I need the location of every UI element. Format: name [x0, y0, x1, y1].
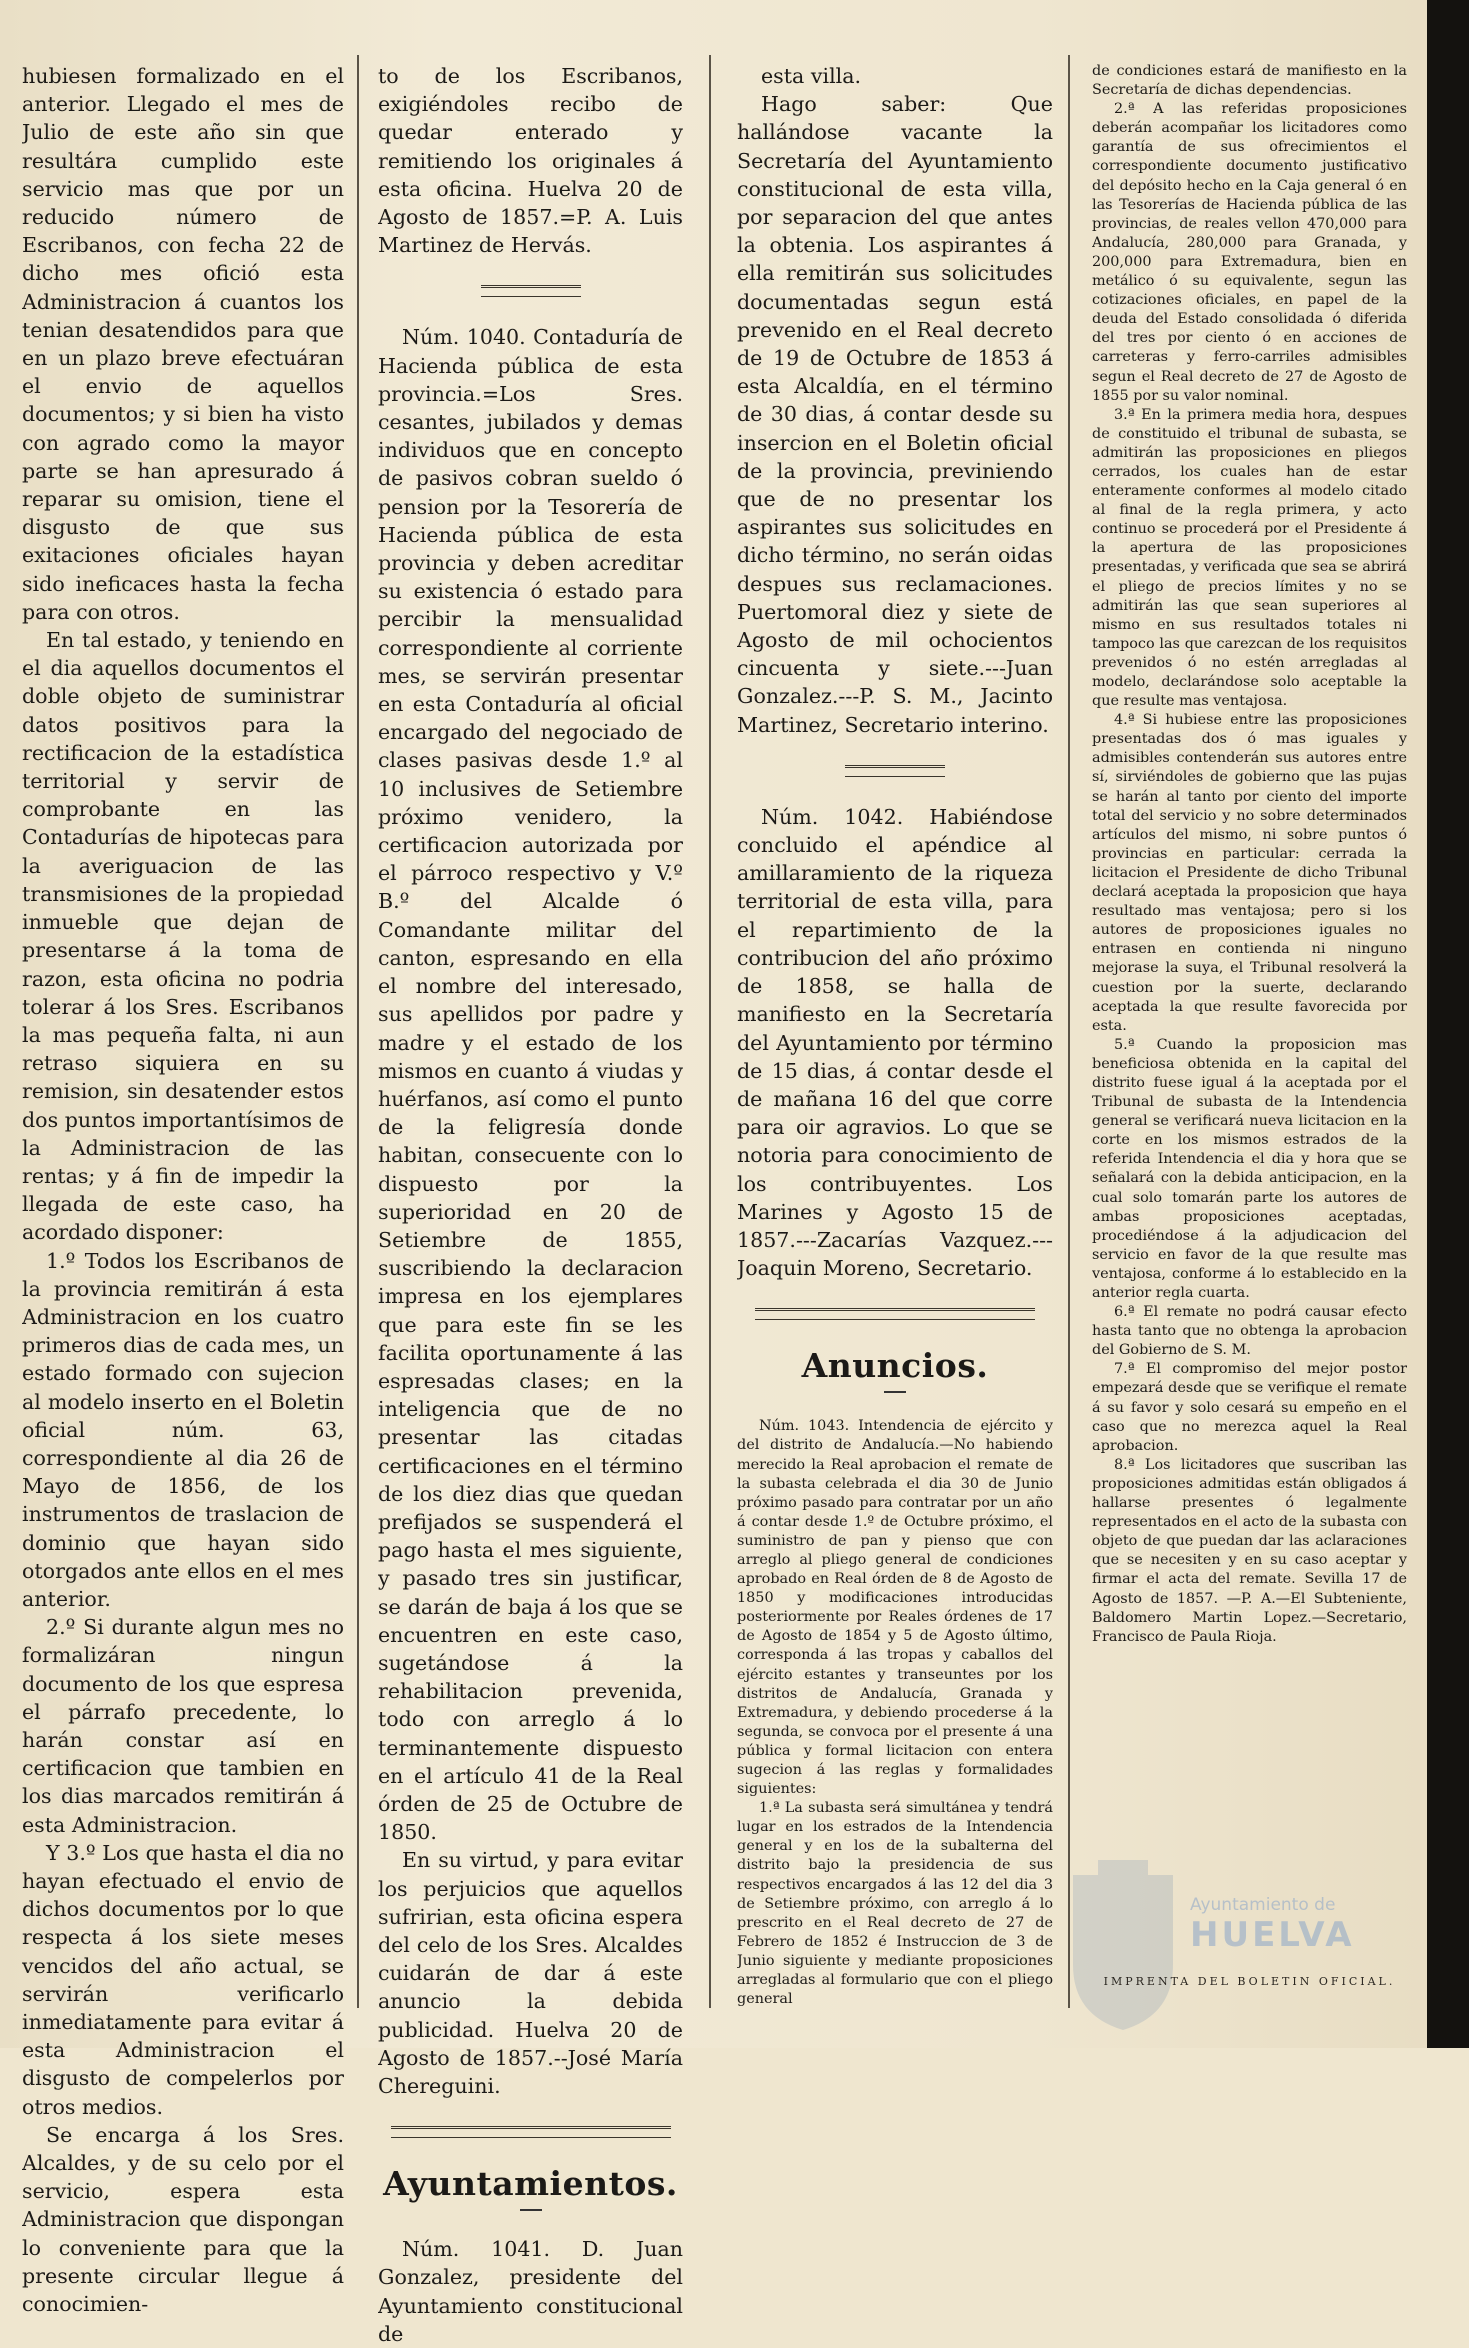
column-rule — [1068, 55, 1070, 2008]
paragraph: 2.ª A las referidas proposiciones deberán acompañar los licitadores como garantía de sus ofrecimientos el correspondiente documento justificativo del depósito hecho en la Caja general ó en las Tesorerías de Hacienda pública de las provincias, de reales vellon 470,000 para Andalucía, 280,000 para Granada, y 200,000 para Extremadura, bien en metálico ó su equivalente, segun las cotizaciones oficiales, en papel de la deuda del Estado consolidada ó diferida del tres por ciento ó en acciones de carreteras y ferro-carriles admisibles segun el Real decreto de 27 de Agosto de 1855 por su valor nominal. — [1092, 101, 1407, 404]
notice-1043: Núm. 1043. Intendencia de ejército y del distrito de Andalucía.—No habiendo merecido la Real aprobacion el remate de la subasta celebrada el dia 30 de Junio próximo pasado para contratar por un año á contar desde 1.º de Octubre próximo, el suministro de pan y pienso que con arreglo al pliego general de condiciones aprobado en Real órden de 8 de Agosto de 1850 y modificaciones introducidas posteriormente por Reales órdenes de 17 de Agosto de 1854 y 5 de Agosto último, corresponda á las tropas y caballos del ejército estantes y transeuntes por los distritos de Andalucía, Granada y Extremadura, y debiendo procederse á la segunda, se convoca por el presente á una pública y formal licitacion con entera sugecion á las reglas y formalidades siguientes: — [737, 1418, 1053, 1798]
paragraph: 7.ª El compromiso del mejor postor empezará desde que se verifique el remate á su favor y solo cesará su empeño en el caso que no merezca aquel la Real aprobacion. — [1092, 1361, 1407, 1454]
paragraph: Se encarga á los Sres. Alcaldes, y de su celo por el servicio, espera esta Administracion que dispongan lo conveniente para que la presente circular llegue á conocimien- — [22, 2122, 344, 2317]
paragraph: 2.º Si durante algun mes no formalizáran ningun documento de los que espresa el párrafo precedente, lo harán constar así en certificacion que tambien en los dias marcados remitirán á esta Administracion. — [22, 1615, 344, 1837]
paragraph: 5.ª Cuando la proposicion mas beneficiosa obtenida en la capital del distrito fuese igual á la aceptada por el Tribunal de subasta de la Intendencia general se verificará nueva licitacion en la corte en los mismos estrados de la referida Intendencia el dia y hora que se señalará con la debida anticipacion, en la cual solo tomarán parte los autores de ambas proposiciones aceptadas, procediéndose á la adjudicacion del servicio en favor de la que resulte mas ventajosa, conforme á lo establecido en la anterior regla cuarta. — [1092, 1036, 1407, 1301]
page-edge-shadow — [1427, 0, 1469, 2048]
heading-dash — [884, 1391, 906, 1393]
column-3 — [737, 62, 1053, 2009]
column-2 — [378, 62, 683, 2348]
heading-dash — [520, 2209, 542, 2211]
section-heading-anuncios: Anuncios. — [801, 1346, 989, 1386]
paragraph: Hago saber: Que hallándose vacante la Secretaría del Ayuntamiento constitucional de esta villa, por separacion del que antes la obtenia. Los aspirantes á ella remitirán sus solicitudes documentadas segun está prevenido en el Real decreto de 19 de Octubre de 1853 á esta Alcaldía, en el término de 30 dias, á contar desde su insercion en el Boletin oficial de la provincia, previniendo que de no presentar los aspirantes sus solicitudes en dicho término, no serán oidas despues sus reclamaciones. Puertomoral diez y siete de Agosto de mil ochocientos cincuenta y siete.---Juan Gonzalez.---P. S. M., Jacinto Martinez, Secretario interino. — [737, 92, 1053, 737]
ornament-divider — [755, 1308, 1035, 1320]
paragraph: esta villa. — [761, 64, 862, 88]
notice-1041: Núm. 1041. D. Juan Gonzalez, presidente del Ayuntamiento constitucional de — [378, 2237, 683, 2346]
paragraph: En su virtud, y para evitar los perjuicios que aquellos sufririan, esta oficina espera del celo de los Sres. Alcaldes cuidarán de dar á este anuncio la debida publicidad. Huelva 20 de Agosto de 1857.--José María Chereguini. — [378, 1848, 683, 2099]
coat-of-arms-watermark-icon — [1063, 1855, 1183, 2035]
watermark — [1190, 1895, 1400, 1955]
ornament-divider — [481, 285, 581, 297]
paragraph: de condiciones estará de manifiesto en la Secretaría de dichas dependencias. — [1092, 63, 1407, 99]
column-rule — [357, 55, 359, 2008]
ornament-divider — [845, 765, 945, 777]
column-1 — [22, 62, 344, 2318]
notice-1042: Núm. 1042. Habiéndose concluido el apéndice al amillaramiento de la riqueza territorial de esta villa, para el repartimiento de la contribucion del año próximo de 1858, se halla de manifiesto en la Secretaría del Ayuntamiento por término de 15 dias, á contar desde el de mañana 16 del que corre para oir agravios. Lo que se notoria para conocimiento de los contribuyentes. Los Marines y Agosto 15 de 1857.---Zacarías Vazquez.---Joaquin Moreno, Secretario. — [737, 804, 1053, 1281]
paragraph: Y 3.º Los que hasta el dia no hayan efectuado el envio de dichos documentos por lo que respecta á los siete meses vencidos del año actual, se servirán verificarlo inmediatamente para evitar á esta Administracion el disgusto de compelerlos por otros medios. — [22, 1840, 344, 2119]
column-4 — [1092, 62, 1407, 1647]
watermark-line-2: HUELVA — [1190, 1915, 1355, 1955]
paragraph: En tal estado, y teniendo en el dia aquellos documentos el doble objeto de suministrar datos positivos para la rectificacion de la estadística territorial y servir de comprobante en las Contadurías de hipotecas para la averiguacion de las transmisiones de la propiedad inmueble que dejan de presentarse á la toma de razon, esta oficina no podria tolerar á los Sres. Escribanos la mas pequeña falta, ni aun retraso siquiera en su remision, sin desatender estos dos puntos importantísimos de la Administracion de las rentas; y á fin de impedir la llegada de este caso, ha acordado disponer: — [22, 628, 344, 1245]
paragraph: 4.ª Si hubiese entre las proposiciones presentadas dos ó mas iguales y admisibles contenderán sus autores entre sí, sirviéndoles de gobierno que las pujas se harán al tanto por ciento del importe total del servicio y no sobre determinados artículos del mismo, ni sobre puntos ó provincias en particular: cerrada la licitacion el Presidente de dicho Tribunal declará aceptada la proposicion que haya resultado mas ventajosa; pero si los autores de proposiciones iguales no entrasen en contienda ni ninguno mejorase la suya, el Tribunal resolverá la cuestion por la suerte, declarando aceptada la que resulte favorecida por esta. — [1092, 712, 1407, 1034]
paragraph: 8.ª Los licitadores que suscriban las proposiciones admitidas están obligados á hallarse presentes ó legalmente representados en el acto de la subasta con objeto de que puedan dar las aclaraciones que se necesiten y en su caso aceptar y firmar el acta del remate. Sevilla 17 de Agosto de 1857. —P. A.—El Subteniente, Baldomero Martin Lopez.—Secretario, Francisco de Paula Rioja. — [1092, 1456, 1407, 1645]
watermark-line-1: Ayuntamiento de — [1190, 1895, 1336, 1915]
column-rule — [709, 55, 711, 2008]
paragraph: to de los Escribanos, exigiéndoles recibo de quedar enterado y remitiendo los originales á esta oficina. Huelva 20 de Agosto de 1857.=P. A. Luis Martinez de Hervás. — [378, 64, 683, 258]
section-heading-ayuntamientos: Ayuntamientos. — [383, 2164, 678, 2204]
printer-imprint: IMPRENTA DEL BOLETIN OFICIAL. — [1103, 1975, 1396, 1988]
ornament-divider — [391, 2126, 671, 2138]
paragraph: hubiesen formalizado en el anterior. Llegado el mes de Julio de este año sin que resultára cumplido este servicio mas que por un reducido número de Escribanos, con fecha 22 de dicho mes ofició esta Administracion á cuantos los tenian desatendidos para que en un plazo breve efectuáran el envio de aquellos documentos; y si bien ha visto con agrado como la mayor parte se han apresurado á reparar su omision, tiene el disgusto de que sus exitaciones oficiales hayan sido ineficaces hasta la fecha para con otros. — [22, 64, 344, 624]
notice-1040: Núm. 1040. Contaduría de Hacienda pública de esta provincia.=Los Sres. cesantes, jubilados y demas individuos que en concepto de pasivos cobran sueldo ó pension por la Tesorería de Hacienda pública de esta provincia y deben acreditar su existencia ó estado para percibir la mensualidad correspondiente al corriente mes, se servirán presentar en esta Contaduría al oficial encargado del negociado de clases pasivas desde 1.º al 10 inclusives de Setiembre próximo venidero, la certificacion autorizada por el párroco respectivo y V.º B.º del Alcalde ó Comandante militar del canton, espresando en ella el nombre del interesado, sus apellidos por padre y madre y el estado de los mismos en cuanto á viudas y huérfanos, así como el punto de la feligresía donde habitan, consecuente con lo dispuesto por la superioridad en 20 de Setiembre de 1855, suscribiendo la declaracion impresa en los ejemplares que para este fin se les facilita oportunamente á las espresadas clases; en la inteligencia que de no presentar las citadas certificaciones en el término de los diez dias que quedan prefijados se suspenderá el pago hasta el mes siguiente, y pasado tres sin justificar, se darán de baja á los que se encuentren en este caso, sugetándose á la rehabilitacion prevenida, todo con arreglo á lo terminantemente dispuesto en el artículo 41 de la Real órden de 25 de Octubre de 1850. — [378, 325, 683, 1845]
paragraph: 6.ª El remate no podrá causar efecto hasta tanto que no obtenga la aprobacion del Gobierno de S. M. — [1092, 1304, 1407, 1359]
paragraph: 1.º Todos los Escribanos de la provincia remitirán á esta Administracion en los cuatro primeros dias de cada mes, un estado formado con sujecion al modelo inserto en el Boletin oficial núm. 63, correspondiente al dia 26 de Mayo de 1856, de los instrumentos de traslacion de dominio que hayan sido otorgados ante ellos en el mes anterior. — [22, 1248, 344, 1611]
paragraph: 1.ª La subasta será simultánea y tendrá lugar en los estrados de la Intendencia general y en los de la subalterna del distrito bajo la presidencia de sus respectivos encargados á las 12 del dia 3 de Setiembre próximo, con arreglo á lo prescrito en el Real decreto de 27 de Febrero de 1852 é Instruccion de 3 de Junio siguiente y mediante proposiciones arregladas al formulario que con el pliego general — [737, 1800, 1053, 2008]
paragraph: 3.ª En la primera media hora, despues de constituido el tribunal de subasta, se admitirán las proposiciones en pliegos cerrados, los cuales han de estar enteramente conformes al modelo citado al final de la regla primera, y acto continuo se procederá por el Presidente á la apertura de las proposiciones presentadas, y verificada que sea se abrirá el pliego de precios límites y no se admitirán las que sean superiores al mismo en sus resultados totales ni tampoco las que carezcan de los requisitos prevenidos ó no estén arregladas al modelo, declarándose solo aceptable la que resulte mas ventajosa. — [1092, 406, 1407, 710]
